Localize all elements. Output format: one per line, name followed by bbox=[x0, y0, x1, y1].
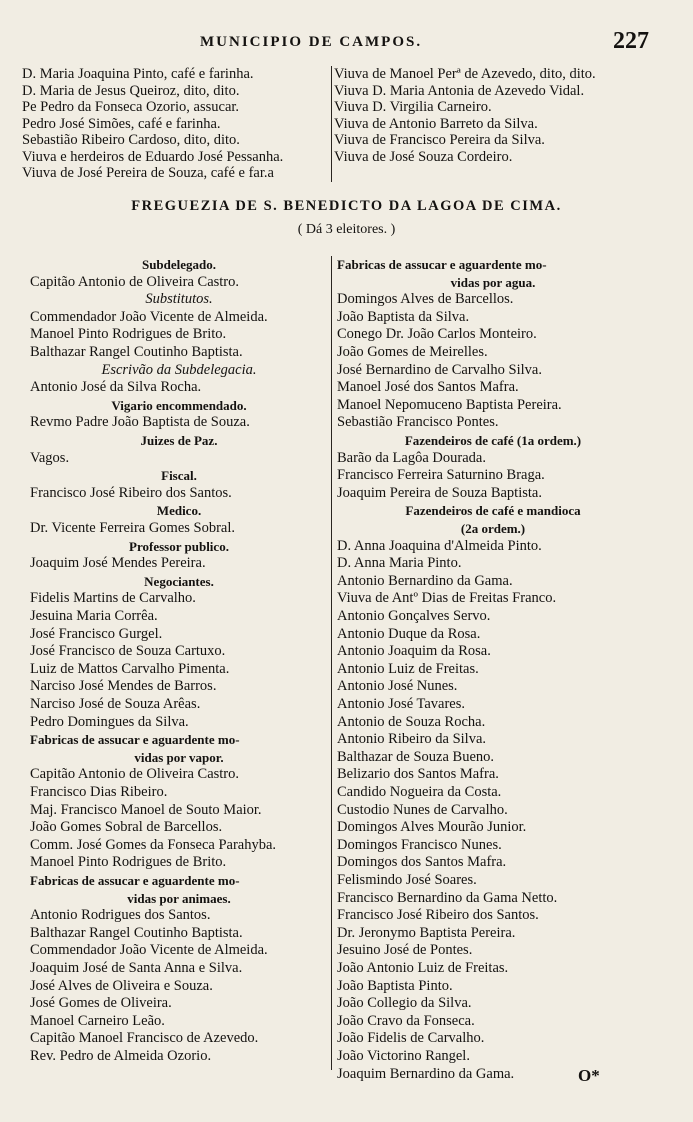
entry-line: Capitão Antonio de Oliveira Castro. bbox=[30, 273, 240, 290]
section-heading: Negociantes. bbox=[144, 573, 214, 589]
entry-line: Viuva de Antº Dias de Freitas Franco. bbox=[337, 590, 557, 607]
section-heading: vidas por agua. bbox=[450, 274, 536, 290]
signature-mark: O* bbox=[578, 1066, 600, 1085]
entry-line: Antonio Bernardino da Gama. bbox=[337, 572, 513, 589]
entry-line: Narciso José de Souza Arêas. bbox=[30, 696, 201, 712]
entry-line: Francisco Dias Ribeiro. bbox=[30, 784, 168, 800]
entry-line: Francisco José Ribeiro dos Santos. bbox=[337, 907, 539, 924]
entry-line: Jesuina Maria Corrêa. bbox=[30, 608, 158, 624]
entry-line: Domingos Francisco Nunes. bbox=[337, 836, 502, 853]
entry-line: Jesuino José de Pontes. bbox=[337, 942, 473, 959]
entry-line: Vagos. bbox=[30, 449, 70, 466]
entry-line: D. Anna Joaquina d'Almeida Pinto. bbox=[337, 537, 542, 554]
entry-line: Balthazar Rangel Coutinho Baptista. bbox=[30, 344, 243, 360]
top-column-divider bbox=[331, 66, 332, 182]
entry-line: Antonio José Nunes. bbox=[337, 678, 458, 695]
entry-line: Viuva D. Virgilia Carneiro. bbox=[334, 99, 492, 115]
entry-line: Antonio José da Silva Rocha. bbox=[30, 379, 202, 396]
entry-line: Antonio de Souza Rocha. bbox=[337, 713, 486, 730]
entry-line: João Gomes de Meirelles. bbox=[337, 344, 488, 360]
entry-line: Manoel Carneiro Leão. bbox=[30, 1012, 165, 1029]
entry-line: João Cravo da Fonseca. bbox=[337, 1012, 475, 1029]
entry-line: Barão da Lagôa Dourada. bbox=[337, 449, 486, 466]
entry-line: Manoel Nepomuceno Baptista Pereira. bbox=[337, 396, 562, 413]
entry-line: Francisco José Ribeiro dos Santos. bbox=[30, 484, 232, 501]
entry-line: Balthazar Rangel Coutinho Baptista. bbox=[30, 924, 243, 941]
entry-line: Viuva de José Pereira de Souza, café e far.a bbox=[22, 165, 274, 181]
section-heading: Subdelegado. bbox=[141, 257, 217, 272]
entry-line: João Gomes Sobral de Barcellos. bbox=[30, 819, 223, 836]
entry-line: Pedro José Simões, café e farinha. bbox=[22, 115, 221, 132]
entry-line: Antonio Luiz de Freitas. bbox=[337, 660, 479, 677]
entry-line: Sebastião Ribeiro Cardoso, dito, dito. bbox=[22, 132, 240, 148]
entry-line: Antonio Ribeiro da Silva. bbox=[337, 731, 487, 748]
entry-line: Balthazar de Souza Bueno. bbox=[337, 748, 495, 765]
page-title: MUNICIPIO DE CAMPOS. bbox=[200, 34, 423, 50]
entry-line: João Fidelis de Carvalho. bbox=[337, 1030, 485, 1047]
entry-line: Dr. Vicente Ferreira Gomes Sobral. bbox=[30, 520, 236, 536]
section-heading: Fiscal. bbox=[161, 468, 197, 484]
entry-line: Capitão Manoel Francisco de Azevedo. bbox=[30, 1030, 259, 1047]
section-heading: Fazendeiros de café (1a ordem.) bbox=[404, 433, 582, 448]
entry-line: Domingos Alves de Barcellos. bbox=[337, 291, 514, 308]
section-heading: vidas por vapor. bbox=[134, 749, 224, 765]
entry-line: Candido Nogueira da Costa. bbox=[337, 784, 502, 800]
entry-line: Fidelis Martins de Carvalho. bbox=[30, 590, 196, 607]
entry-line: Viuva de Antonio Barreto da Silva. bbox=[334, 115, 538, 132]
entry-line: Viuva de José Souza Cordeiro. bbox=[334, 148, 513, 165]
left-column bbox=[30, 256, 330, 1076]
entry-line: Pe Pedro da Fonseca Ozorio, assucar. bbox=[22, 99, 240, 115]
right-column bbox=[337, 256, 649, 1082]
entry-line: Manoel Pinto Rodrigues de Brito. bbox=[30, 854, 227, 871]
entry-line: Luiz de Mattos Carvalho Pimenta. bbox=[30, 660, 230, 677]
entry-line: Viuva de Francisco Pereira da Silva. bbox=[334, 132, 545, 148]
subsection-heading: Escrivão da Subdelegacia. bbox=[101, 361, 257, 378]
entry-line: Comm. José Gomes da Fonseca Parahyba. bbox=[30, 836, 277, 853]
entry-line: José Gomes de Oliveira. bbox=[30, 995, 172, 1012]
section-heading: Professor publico. bbox=[129, 538, 229, 554]
entry-line: José Francisco Gurgel. bbox=[30, 625, 163, 642]
entry-line: D. Maria Joaquina Pinto, café e farinha. bbox=[22, 66, 254, 82]
entry-line: Joaquim Bernardino da Gama. bbox=[337, 1065, 515, 1082]
page-header bbox=[0, 28, 693, 58]
entry-line: Antonio Joaquim da Rosa. bbox=[337, 643, 491, 660]
entry-line: José Francisco de Souza Cartuxo. bbox=[30, 643, 226, 660]
entry-line: Capitão Antonio de Oliveira Castro. bbox=[30, 766, 240, 783]
section-heading: Vigario encommendado. bbox=[111, 397, 247, 413]
entry-line: Joaquim Pereira de Souza Baptista. bbox=[337, 484, 542, 501]
entry-line: Manoel Pinto Rodrigues de Brito. bbox=[30, 326, 227, 343]
section-heading: vidas por animaes. bbox=[127, 890, 231, 906]
entry-line: D. Anna Maria Pinto. bbox=[337, 555, 462, 572]
entry-line: Revmo Padre João Baptista de Souza. bbox=[30, 414, 250, 431]
column-divider bbox=[331, 256, 332, 1070]
entry-line: Domingos Alves Mourão Junior. bbox=[337, 819, 527, 836]
entry-line: Narciso José Mendes de Barros. bbox=[30, 678, 217, 695]
entry-line: Joaquim José Mendes Pereira. bbox=[30, 555, 206, 572]
section-heading: Fabricas de assucar e aguardente mo- bbox=[337, 257, 547, 272]
entry-line: Viuva D. Maria Antonia de Azevedo Vidal. bbox=[334, 82, 585, 99]
entry-line: Commendador João Vicente de Almeida. bbox=[30, 308, 268, 325]
entry-line: D. Maria de Jesus Queiroz, dito, dito. bbox=[22, 82, 240, 99]
subsection-heading: Substitutos. bbox=[145, 291, 213, 308]
freguezia-subtitle: ( Dá 3 eleitores. ) bbox=[297, 222, 396, 237]
entry-line: Rev. Pedro de Almeida Ozorio. bbox=[30, 1048, 212, 1064]
entry-line: João Baptista da Silva. bbox=[337, 308, 470, 325]
entry-line: Commendador João Vicente de Almeida. bbox=[30, 942, 268, 959]
section-heading: Fazendeiros de café e mandioca bbox=[405, 503, 581, 519]
entry-line: Francisco Ferreira Saturnino Braga. bbox=[337, 467, 545, 484]
entry-line: João Collegio da Silva. bbox=[337, 995, 472, 1012]
entry-line: Domingos dos Santos Mafra. bbox=[337, 854, 507, 871]
freguezia-title: FREGUEZIA DE S. BENEDICTO DA LAGOA DE CIMA. bbox=[131, 198, 562, 214]
entry-line: Francisco Bernardino da Gama Netto. bbox=[337, 889, 558, 906]
entry-line: Conego Dr. João Carlos Monteiro. bbox=[337, 326, 537, 343]
entry-line: João Antonio Luiz de Freitas. bbox=[337, 960, 509, 976]
top-right-column bbox=[334, 66, 674, 182]
section-heading: Juizes de Paz. bbox=[140, 433, 218, 448]
entry-line: Antonio Rodrigues dos Santos. bbox=[30, 907, 211, 924]
entry-line: Sebastião Francisco Pontes. bbox=[337, 414, 499, 431]
section-heading: Fabricas de assucar e aguardente mo- bbox=[30, 873, 240, 888]
entry-line: José Alves de Oliveira e Souza. bbox=[30, 977, 213, 994]
entry-line: Antonio José Tavares. bbox=[337, 696, 465, 712]
page-number: 227 bbox=[613, 28, 649, 54]
section-heading: (2a ordem.) bbox=[460, 521, 526, 536]
entry-line: Manoel José dos Santos Mafra. bbox=[337, 379, 519, 396]
entry-line: Antonio Gonçalves Servo. bbox=[337, 608, 491, 624]
entry-line: Felismindo José Soares. bbox=[337, 872, 477, 888]
entry-line: Viuva e herdeiros de Eduardo José Pessanha. bbox=[22, 148, 284, 165]
section-heading: Medico. bbox=[156, 503, 202, 519]
entry-line: Antonio Duque da Rosa. bbox=[337, 625, 481, 642]
entry-line: Dr. Jeronymo Baptista Pereira. bbox=[337, 924, 516, 941]
entry-line: Belizario dos Santos Mafra. bbox=[337, 766, 499, 783]
entry-line: Custodio Nunes de Carvalho. bbox=[337, 801, 508, 818]
entry-line: João Baptista Pinto. bbox=[337, 977, 453, 994]
top-left-column bbox=[22, 66, 332, 182]
entry-line: Maj. Francisco Manoel de Souto Maior. bbox=[30, 801, 262, 818]
entry-line: José Bernardino de Carvalho Silva. bbox=[337, 361, 542, 378]
entry-line: Pedro Domingues da Silva. bbox=[30, 713, 189, 730]
entry-line: Viuva de Manoel Perª de Azevedo, dito, dito. bbox=[334, 66, 596, 82]
section-heading: Fabricas de assucar e aguardente mo- bbox=[30, 732, 240, 748]
entry-line: Joaquim José de Santa Anna e Silva. bbox=[30, 960, 243, 976]
entry-line: João Victorino Rangel. bbox=[337, 1048, 470, 1064]
